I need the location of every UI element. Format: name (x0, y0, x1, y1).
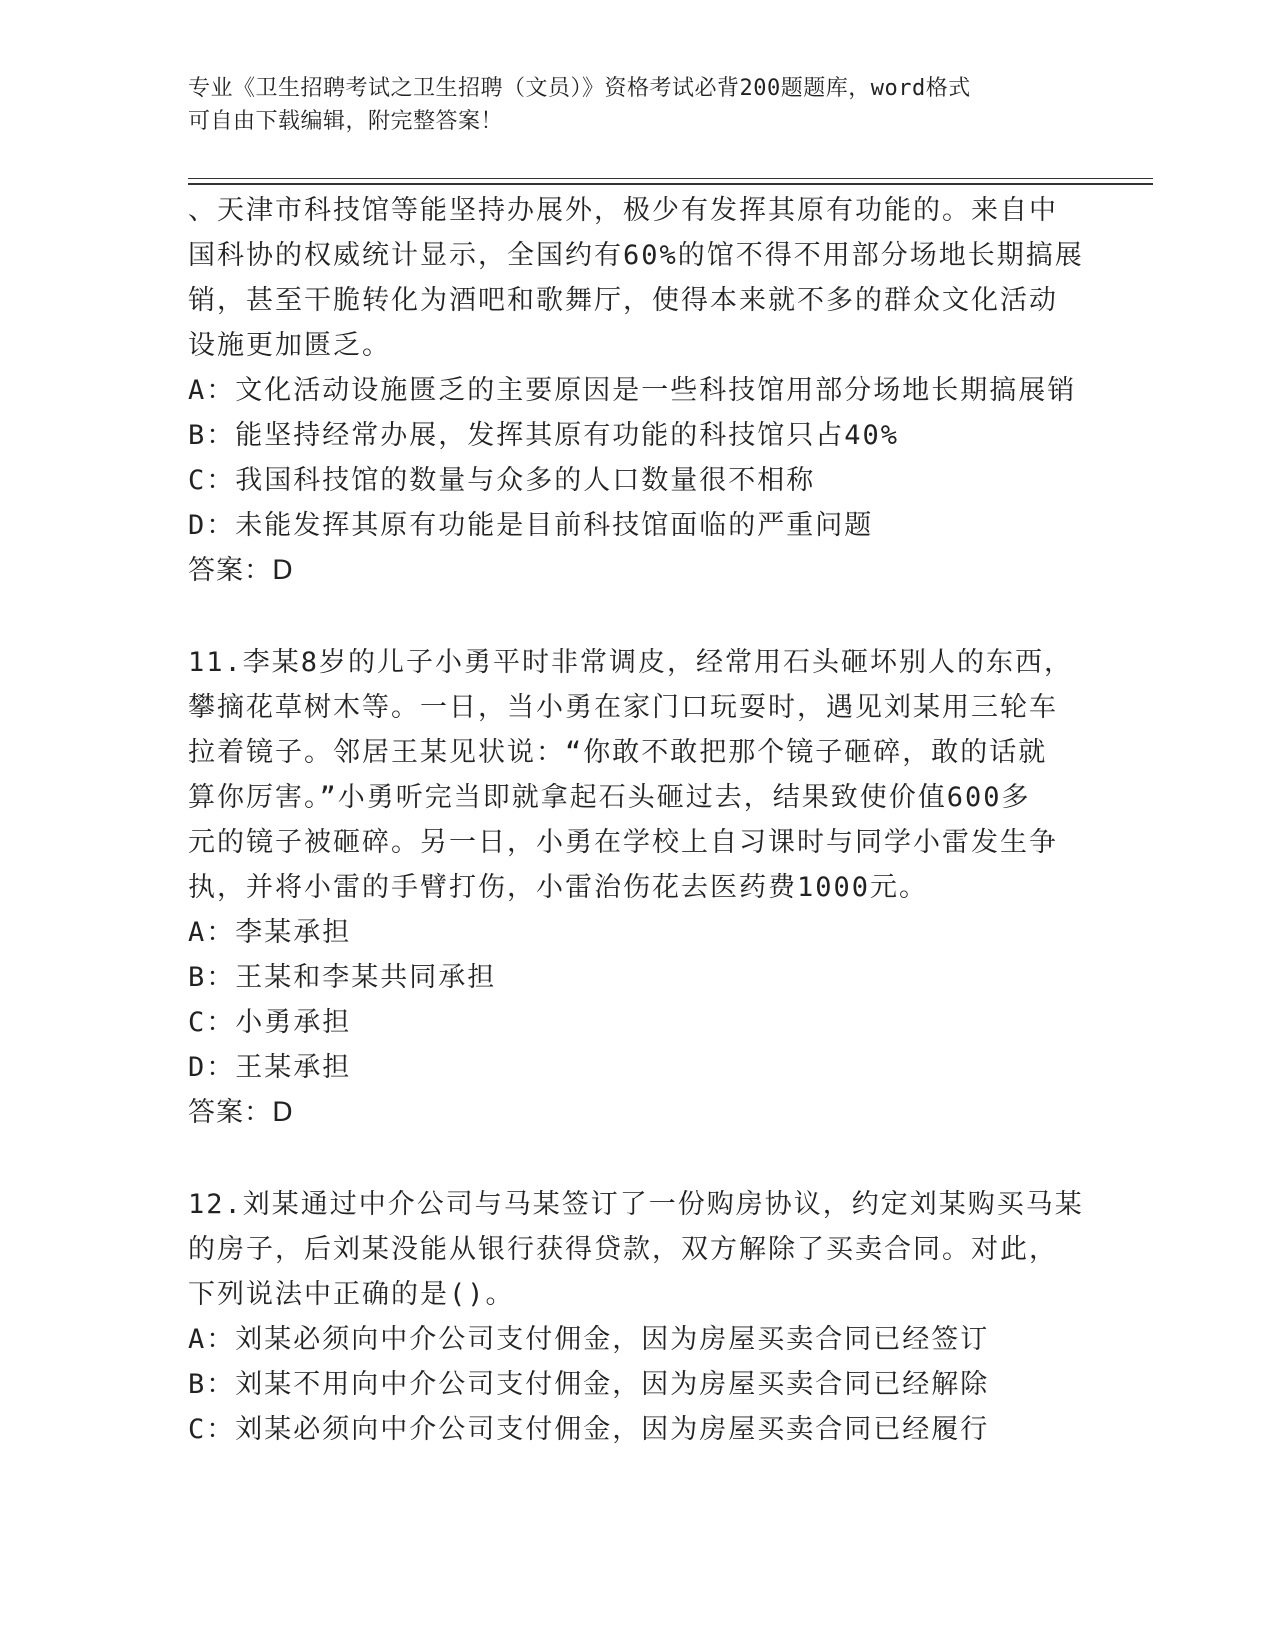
header-line-1: 专业《卫生招聘考试之卫生招聘（文员）》资格考试必背200题题库，word格式 (188, 76, 971, 101)
option-c: C：刘某必须向中介公司支付佣金，因为房屋买卖合同已经履行 (188, 1414, 990, 1445)
question-stem-line: 拉着镜子。邻居王某见状说：“你敢不敢把那个镜子砸碎，敢的话就 (188, 737, 1048, 768)
question-stem-line: 算你厉害。”小勇听完当即就拿起石头砸过去，结果致使价值600多 (188, 782, 1031, 813)
question-stem-line: 的房子，后刘某没能从银行获得贷款，双方解除了买卖合同。对此， (188, 1234, 1058, 1265)
question-10 (188, 188, 1088, 593)
option-d: D：未能发挥其原有功能是目前科技馆面临的严重问题 (188, 510, 874, 541)
question-stem-line: 攀摘花草树木等。一日，当小勇在家门口玩耍时，遇见刘某用三轮车 (188, 692, 1058, 723)
header-line-2: 可自由下载编辑，附完整答案！ (188, 109, 504, 134)
option-b: B：刘某不用向中介公司支付佣金，因为房屋买卖合同已经解除 (188, 1369, 990, 1400)
option-c: C：小勇承担 (188, 1007, 352, 1038)
answer-label: 答案：D (188, 555, 294, 586)
option-b: B：能坚持经常办展，发挥其原有功能的科技馆只占40% (188, 420, 900, 451)
header-divider-thick (188, 183, 1153, 185)
option-d: D：王某承担 (188, 1052, 352, 1083)
option-c: C：我国科技馆的数量与众多的人口数量很不相称 (188, 465, 816, 496)
spacer (188, 1135, 1088, 1182)
question-stem-line: 销，甚至干脆转化为酒吧和歌舞厅，使得本来就不多的群众文化活动 (188, 285, 1058, 316)
option-a: A：文化活动设施匮乏的主要原因是一些科技馆用部分场地长期搞展销 (188, 375, 1077, 406)
question-12 (188, 1182, 1088, 1452)
question-stem-line: 执，并将小雷的手臂打伤，小雷治伤花去医药费1000元。 (188, 872, 929, 903)
question-stem-line: 元的镜子被砸碎。另一日，小勇在学校上自习课时与同学小雷发生争 (188, 827, 1058, 858)
question-stem-line: 设施更加匮乏。 (188, 330, 391, 361)
question-stem-line: 、天津市科技馆等能坚持办展外，极少有发挥其原有功能的。来自中 (188, 195, 1058, 226)
question-stem-line: 下列说法中正确的是()。 (188, 1279, 515, 1310)
answer-label: 答案：D (188, 1097, 294, 1128)
page-header (188, 72, 1088, 138)
question-stem-line: 11.李某8岁的儿子小勇平时非常调皮，经常用石头砸坏别人的东西， (188, 647, 1074, 678)
document-body (188, 188, 1088, 1452)
question-stem-line: 国科协的权威统计显示，全国约有60%的馆不得不用部分场地长期搞展 (188, 240, 1084, 271)
question-11 (188, 640, 1088, 1135)
option-a: A：刘某必须向中介公司支付佣金，因为房屋买卖合同已经签订 (188, 1324, 990, 1355)
option-a: A：李某承担 (188, 917, 352, 948)
header-divider-thin (188, 178, 1153, 179)
question-stem-line: 12.刘某通过中介公司与马某签订了一份购房协议，约定刘某购买马某 (188, 1189, 1084, 1220)
option-b: B：王某和李某共同承担 (188, 962, 497, 993)
spacer (188, 593, 1088, 640)
